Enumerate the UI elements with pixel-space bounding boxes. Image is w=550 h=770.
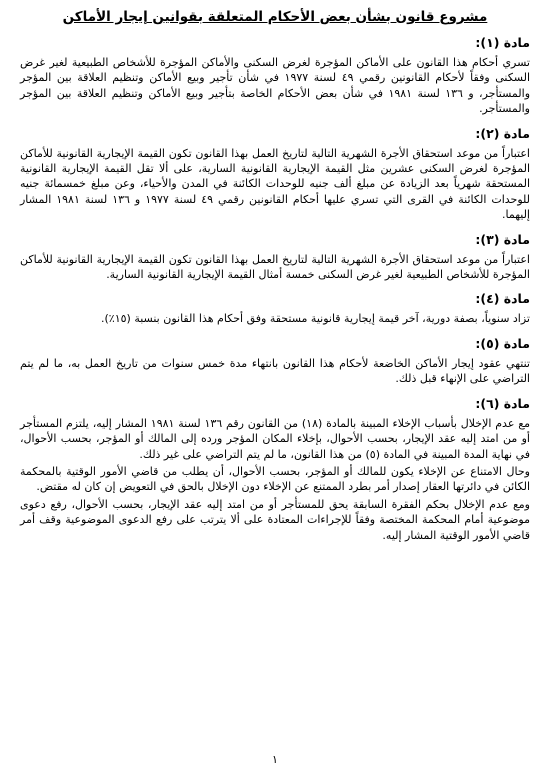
- article-heading: مادة (٥):: [475, 335, 530, 351]
- article-paragraph: اعتباراً من موعد استحقاق الأجرة الشهرية التالية لتاريخ العمل بهذا القانون تكون القيمة الإيجارية القانونية للأماكن المؤجرة للأشخاص الطبيعية لغير غرض السكنى خمسة أمثال القيمة الإيجارية القانونية السارية.: [20, 252, 530, 282]
- article-heading: مادة (٣):: [475, 231, 530, 247]
- article-1: [20, 34, 530, 117]
- article-heading: مادة (٦):: [475, 395, 530, 411]
- article-6: [20, 395, 530, 543]
- article-paragraph: مع عدم الإخلال بأسباب الإخلاء المبينة بالمادة (١٨) من القانون رقم ١٣٦ لسنة ١٩٨١ المشار إليه، يلتزم المستأجر أو من امتد إليه عقد الإيجار، بحسب الأحوال، بإخلاء المكان المؤجر ورده إلى المالك أو المؤجر، بحسب الأحوال، في نهاية المدة المبينة في المادة (٥) من هذا القانون، ما لم يتم التراضي على غير ذلك.: [20, 416, 530, 461]
- article-heading: مادة (٢):: [475, 125, 530, 141]
- article-3: [20, 231, 530, 283]
- article-paragraph: وحال الامتناع عن الإخلاء يكون للمالك أو المؤجر، بحسب الأحوال، أن يطلب من قاضي الأمور الوقتية بالمحكمة الكائن في دائرتها العقار إصدار أمر بطرد الممتنع عن الإخلاء دون الإخلال بالحق في التعويض إن كان له مقتض.: [20, 464, 530, 494]
- article-paragraph: تنتهي عقود إيجار الأماكن الخاضعة لأحكام هذا القانون بانتهاء مدة خمس سنوات من تاريخ العمل به، ما لم يتم التراضي على الإنهاء قبل ذلك.: [20, 356, 530, 386]
- article-4: [20, 290, 530, 326]
- article-heading: مادة (١):: [475, 35, 530, 50]
- page-number: ١: [272, 753, 278, 766]
- article-heading: مادة (٤):: [475, 291, 530, 307]
- article-paragraph: تسري أحكام هذا القانون على الأماكن المؤجرة لغرض السكنى والأماكن المؤجرة للأشخاص الطبيعية لغير غرض السكنى وفقاً لأحكام القانونين رقمي ٤٩ لسنة ١٩٧٧ في شأن تأجير وبيع الأماكن وتنظيم العلاقة بين المؤجر والمستأجر، و ١٣٦ لسنة ١٩٨١ في شأن بعض الأحكام الخاصة بتأجير وبيع الأماكن وتنظيم العلاقة بين المؤجر والمستأجر.: [20, 56, 531, 116]
- article-paragraph: تزاد سنوياً، بصفة دورية، آخر قيمة إيجارية قانونية مستحقة وفق أحكام هذا القانون بنسبة (١٥٪).: [101, 312, 530, 326]
- article-paragraph: اعتباراً من موعد استحقاق الأجرة الشهرية التالية لتاريخ العمل بهذا القانون تكون القيمة الإيجارية القانونية للأماكن المؤجرة لغرض السكنى عشرين مثل القيمة الإيجارية القانونية السارية، على ألا تقل القيمة الإيجارية القانونية المستحقة شهرياً بعد الزيادة عن مبلغ ألف جنيه للوحدات الكائنة في المدن والأحياء، وعن مبلغ خمسمائة جنيه للوحدات الكائنة في القرى التي تسري عليها أحكام القانونين رقمي ٤٩ لسنة ١٩٧٧ و ١٣٦ لسنة ١٩٨١ المشار إليهما.: [20, 146, 531, 222]
- article-5: [20, 335, 530, 387]
- article-2: [20, 125, 530, 223]
- document-title: مشروع قانون بشأن بعض الأحكام المتعلقة بقوانين إيجار الأماكن: [62, 9, 488, 25]
- article-paragraph: ومع عدم الإخلال بحكم الفقرة السابقة يحق للمستأجر أو من امتد إليه عقد الإيجار، بحسب الأحوال، رفع دعوى موضوعية أمام المحكمة المختصة وفقاً للإجراءات المعتادة على ألا يترتب على رفع الدعوى الموضوعية وقف أمر قاضي الأمور الوقتية المشار إليه.: [20, 497, 530, 542]
